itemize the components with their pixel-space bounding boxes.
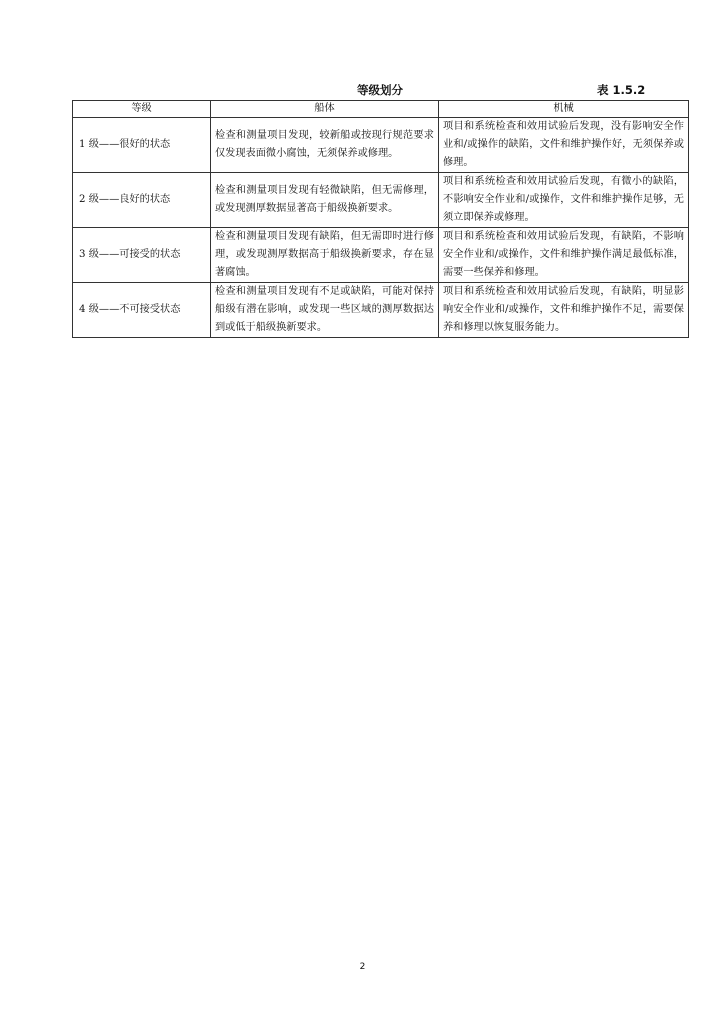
hull-cell: 检查和测量项目发现有缺陷，但无需即时进行修理，或发现测厚数据高于船级换新要求，存在显著腐蚀。 (211, 228, 439, 283)
table-row (73, 283, 689, 338)
table-caption (72, 82, 688, 98)
hull-cell: 检查和测量项目发现有轻微缺陷，但无需修理，或发现测厚数据显著高于船级换新要求。 (211, 173, 439, 228)
header-hull: 船体 (211, 101, 439, 118)
machinery-cell: 项目和系统检查和效用试验后发现，有缺陷，不影响安全作业和/或操作，文件和维护操作满足最低标准，需要一些保养和修理。 (439, 228, 689, 283)
grade-table (72, 100, 689, 338)
machinery-cell: 项目和系统检查和效用试验后发现，有微小的缺陷，不影响安全作业和/或操作，文件和维护操作足够，无须立即保养或修理。 (439, 173, 689, 228)
page-number: 2 (359, 962, 366, 972)
hull-cell: 检查和测量项目发现，较新船或按现行规范要求仅发现表面微小腐蚀，无须保养或修理。 (211, 118, 439, 173)
table-row (73, 118, 689, 173)
header-machinery: 机械 (439, 101, 689, 118)
header-grade: 等级 (73, 101, 211, 118)
grade-cell: 1 级——很好的状态 (73, 118, 211, 173)
table-row (73, 228, 689, 283)
grade-cell: 4 级——不可接受状态 (73, 283, 211, 338)
table-title: 等级划分 (357, 83, 403, 97)
machinery-cell: 项目和系统检查和效用试验后发现，没有影响安全作业和/或操作的缺陷，文件和维护操作好，无须保养或修理。 (439, 118, 689, 173)
machinery-cell: 项目和系统检查和效用试验后发现，有缺陷，明显影响安全作业和/或操作，文件和维护操作不足，需要保养和修理以恢复服务能力。 (439, 283, 689, 338)
hull-cell: 检查和测量项目发现有不足或缺陷，可能对保持船级有潜在影响，或发现一些区域的测厚数据达到或低于船级换新要求。 (211, 283, 439, 338)
grade-cell: 3 级——可接受的状态 (73, 228, 211, 283)
table-number: 表 1.5.2 (597, 83, 646, 97)
grade-cell: 2 级——良好的状态 (73, 173, 211, 228)
table-row (73, 173, 689, 228)
table-header-row (73, 101, 689, 118)
